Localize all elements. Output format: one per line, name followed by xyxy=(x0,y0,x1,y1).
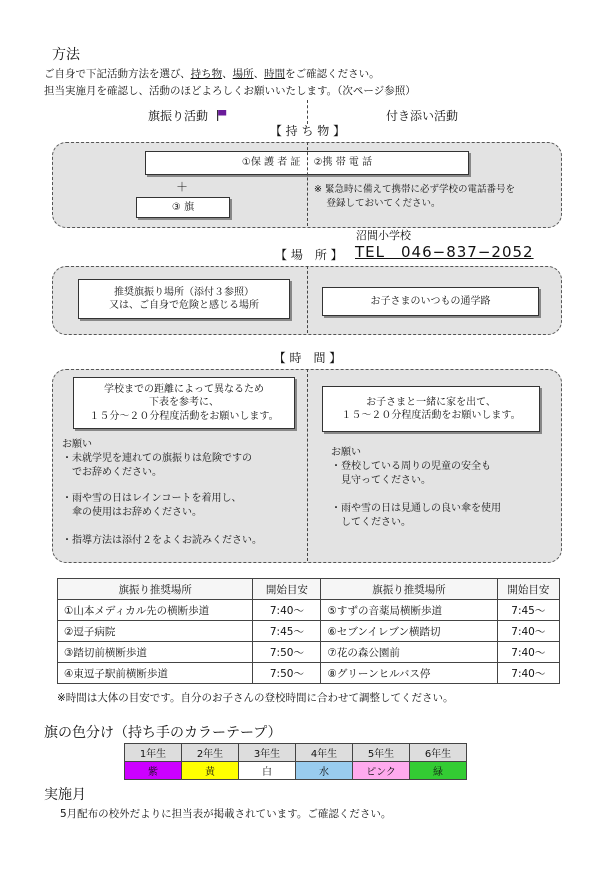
items-divider xyxy=(307,142,308,226)
color-cell: 緑 xyxy=(410,762,467,780)
grade-cell: 5年生 xyxy=(353,744,410,762)
intro-underline-time: 時間 xyxy=(264,68,286,80)
items-main-box: ①保 護 者 証 ②携 帯 電 話 xyxy=(145,151,469,175)
right-request-line: ・雨や雪の日は見通しの良い傘を使用 xyxy=(331,503,501,514)
left-request-line: でお辞めください。 xyxy=(62,467,162,478)
color-row xyxy=(125,762,467,780)
intro-sep: 、 xyxy=(222,68,233,80)
place-cell: ③踏切前横断歩道 xyxy=(58,642,253,663)
flag-color-table xyxy=(124,743,467,780)
grade-cell: 2年生 xyxy=(182,744,239,762)
place-cell: ⑥セブンイレブン横踏切 xyxy=(321,621,497,642)
items-heading: 【 持 ち 物 】 xyxy=(269,124,346,138)
left-request-line: ・指導方法は添付２をよくお読みください。 xyxy=(62,535,262,546)
grade-cell: 4年生 xyxy=(296,744,353,762)
left-request-spacer xyxy=(62,480,262,492)
place-right-box: お子さまのいつもの通学路 xyxy=(322,287,539,316)
time-cell: 7:50〜 xyxy=(253,663,321,684)
table-row xyxy=(58,621,560,642)
intro-underline-items: 持ち物 xyxy=(190,68,223,80)
color-cell: ピンク xyxy=(353,762,410,780)
table-row xyxy=(58,600,560,621)
time-cell: 7:40〜 xyxy=(497,621,559,642)
left-request-title: お願い xyxy=(62,439,92,450)
color-cell: 黄 xyxy=(182,762,239,780)
school-name: 沼間小学校 xyxy=(356,229,411,242)
schedule-table xyxy=(57,578,560,684)
time-cell: 7:40〜 xyxy=(497,663,559,684)
grade-cell: 3年生 xyxy=(239,744,296,762)
time-left-box: 学校までの距離によって異なるため 下表を参考に、 １５分〜２０分程度活動をお願いします。 xyxy=(73,377,295,429)
right-request-list xyxy=(331,446,501,530)
column-heading-right: 付き添い活動 xyxy=(386,109,459,123)
place-left-box: 推奨旗振り場所（添付３参照） 又は、ご自身で危険と感じる場所 xyxy=(78,279,290,319)
page-title: 方法 xyxy=(52,47,80,63)
right-request-line: してください。 xyxy=(331,517,411,528)
place-divider xyxy=(307,266,308,333)
schedule-header: 旗振り推奨場所 xyxy=(58,579,253,600)
schedule-note: ※時間は大体の目安です。自分のお子さんの登校時間に合わせて調整してください。 xyxy=(57,692,454,704)
schedule-header: 旗振り推奨場所 xyxy=(321,579,497,600)
schedule-header-row xyxy=(58,579,560,600)
left-request-list xyxy=(62,438,262,548)
right-request-spacer xyxy=(331,488,501,502)
time-cell: 7:45〜 xyxy=(253,621,321,642)
school-tel: TEL 046−837−2052 xyxy=(355,243,534,261)
table-row xyxy=(58,642,560,663)
month-title: 実施月 xyxy=(44,787,86,803)
month-text: 5月配布の校外だよりに担当表が掲載されています。ご確認ください。 xyxy=(60,808,392,820)
place-cell: ①山本メディカル先の横断歩道 xyxy=(58,600,253,621)
left-request-line: ・未就学児を連れての旗振りは危険ですの xyxy=(62,453,252,464)
left-request-spacer xyxy=(62,520,262,534)
time-divider xyxy=(307,369,308,561)
intro-underline-place: 場所 xyxy=(232,68,254,80)
column-divider xyxy=(307,100,308,124)
intro-sep: 、 xyxy=(253,68,265,80)
plus-sign: ＋ xyxy=(176,180,189,194)
left-request-line: 傘の使用はお辞めください。 xyxy=(62,507,202,518)
intro-line-1 xyxy=(44,66,380,81)
table-row xyxy=(58,663,560,684)
time-right-box: お子さまと一緒に家を出て、 １５〜２０分程度活動をお願いします。 xyxy=(322,386,540,432)
time-cell: 7:50〜 xyxy=(253,642,321,663)
items-note: ※ 緊急時に備えて携帯に必ず学校の電話番号を 登録しておいてください。 xyxy=(314,184,515,210)
time-cell: 7:45〜 xyxy=(497,600,559,621)
column-left-label: 旗振り活動 xyxy=(148,109,209,123)
place-heading: 【 場 所 】 xyxy=(275,248,343,262)
schedule-header: 開始目安 xyxy=(497,579,559,600)
place-cell: ②逗子病院 xyxy=(58,621,253,642)
right-request-line: 見守ってください。 xyxy=(331,475,431,486)
right-request-title: お願い xyxy=(331,447,361,458)
grade-row xyxy=(125,744,467,762)
left-request-line: ・雨や雪の日はレインコートを着用し、 xyxy=(62,493,242,504)
place-cell: ⑧グリーンヒルバス停 xyxy=(321,663,497,684)
place-cell: ⑦花の森公園前 xyxy=(321,642,497,663)
schedule-header: 開始目安 xyxy=(253,579,321,600)
place-cell: ⑤すずの音薬局横断歩道 xyxy=(321,600,497,621)
intro-text: ご自身で下記活動方法を選び、 xyxy=(44,68,191,80)
flag-icon xyxy=(216,109,228,121)
grade-cell: 6年生 xyxy=(410,744,467,762)
intro-text-end: をご確認ください。 xyxy=(285,68,380,80)
intro-line-2: 担当実施月を確認し、活動のほどよろしくお願いいたします。（次ページ参照） xyxy=(44,85,416,97)
grade-cell: 1年生 xyxy=(125,744,182,762)
time-cell: 7:40〜 xyxy=(497,642,559,663)
color-cell: 水 xyxy=(296,762,353,780)
right-request-line: ・登校している周りの児童の安全も xyxy=(331,461,491,472)
flag-colors-title: 旗の色分け（持ち手のカラーテープ） xyxy=(44,725,282,741)
color-cell: 白 xyxy=(239,762,296,780)
place-cell: ④東逗子駅前横断歩道 xyxy=(58,663,253,684)
time-heading: 【 時 間 】 xyxy=(273,351,342,365)
color-cell: 紫 xyxy=(125,762,182,780)
time-cell: 7:40〜 xyxy=(253,600,321,621)
flag-item-box: ③ 旗 xyxy=(136,197,230,218)
